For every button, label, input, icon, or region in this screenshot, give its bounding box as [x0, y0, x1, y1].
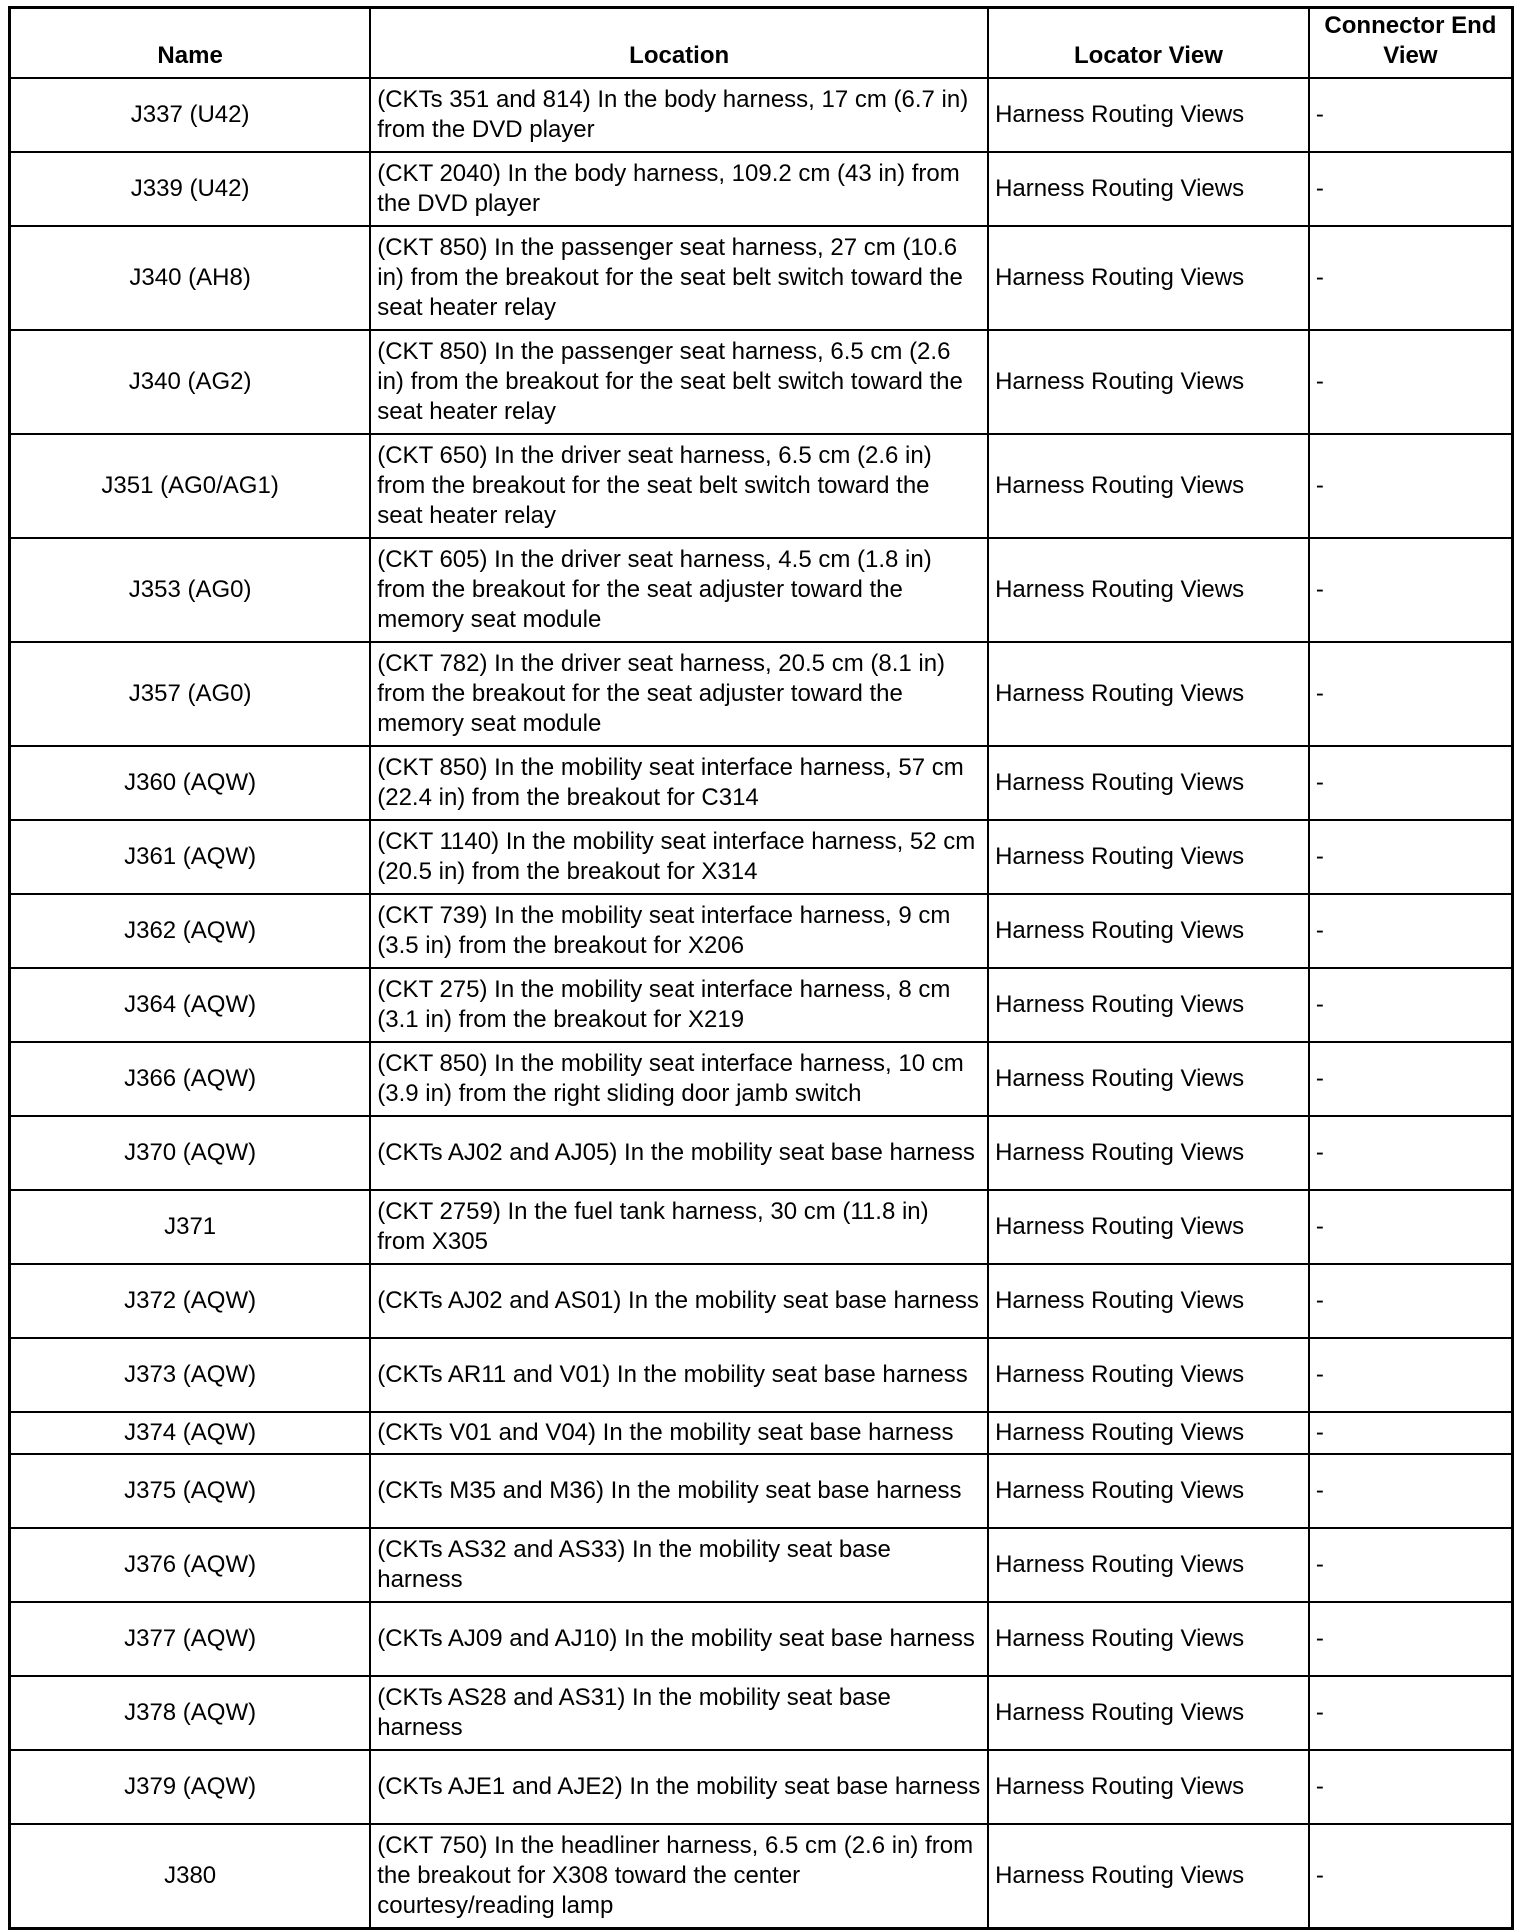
table-row [10, 642, 1513, 746]
connector-location-table [8, 6, 1514, 1930]
cell-locator-view: Harness Routing Views [988, 1528, 1309, 1602]
cell-name: J379 (AQW) [10, 1750, 371, 1824]
table-row [10, 1676, 1513, 1750]
cell-location: (CKT 2040) In the body harness, 109.2 cm (43 in) from the DVD player [370, 152, 988, 226]
cell-name: J376 (AQW) [10, 1528, 371, 1602]
cell-name: J360 (AQW) [10, 746, 371, 820]
cell-connector-end-view: - [1309, 642, 1513, 746]
cell-name: J357 (AG0) [10, 642, 371, 746]
cell-connector-end-view: - [1309, 968, 1513, 1042]
table-row [10, 226, 1513, 330]
cell-connector-end-view: - [1309, 330, 1513, 434]
table-row [10, 1190, 1513, 1264]
cell-name: J380 [10, 1824, 371, 1929]
cell-locator-view: Harness Routing Views [988, 1264, 1309, 1338]
cell-locator-view: Harness Routing Views [988, 820, 1309, 894]
cell-name: J374 (AQW) [10, 1412, 371, 1454]
table-row [10, 1750, 1513, 1824]
cell-locator-view: Harness Routing Views [988, 968, 1309, 1042]
cell-location: (CKT 275) In the mobility seat interface harness, 8 cm (3.1 in) from the breakout for X219 [370, 968, 988, 1042]
cell-locator-view: Harness Routing Views [988, 1750, 1309, 1824]
table-row [10, 1454, 1513, 1528]
table-row [10, 1412, 1513, 1454]
cell-locator-view: Harness Routing Views [988, 226, 1309, 330]
cell-name: J339 (U42) [10, 152, 371, 226]
cell-locator-view: Harness Routing Views [988, 152, 1309, 226]
cell-locator-view: Harness Routing Views [988, 538, 1309, 642]
cell-connector-end-view: - [1309, 434, 1513, 538]
cell-location: (CKT 850) In the mobility seat interface harness, 10 cm (3.9 in) from the right sliding door jamb switch [370, 1042, 988, 1116]
cell-connector-end-view: - [1309, 538, 1513, 642]
header-connector-end-view: Connector End View [1309, 8, 1513, 78]
cell-locator-view: Harness Routing Views [988, 1824, 1309, 1929]
cell-location: (CKTs AR11 and V01) In the mobility seat base harness [370, 1338, 988, 1412]
cell-name: J340 (AG2) [10, 330, 371, 434]
cell-location: (CKT 782) In the driver seat harness, 20.5 cm (8.1 in) from the breakout for the seat adjuster toward the memory seat module [370, 642, 988, 746]
cell-connector-end-view: - [1309, 226, 1513, 330]
cell-location: (CKTs M35 and M36) In the mobility seat base harness [370, 1454, 988, 1528]
table-row [10, 746, 1513, 820]
cell-locator-view: Harness Routing Views [988, 1338, 1309, 1412]
cell-name: J372 (AQW) [10, 1264, 371, 1338]
cell-locator-view: Harness Routing Views [988, 1602, 1309, 1676]
cell-connector-end-view: - [1309, 746, 1513, 820]
cell-connector-end-view: - [1309, 152, 1513, 226]
cell-locator-view: Harness Routing Views [988, 330, 1309, 434]
table-row [10, 1602, 1513, 1676]
cell-location: (CKTs V01 and V04) In the mobility seat base harness [370, 1412, 988, 1454]
cell-connector-end-view: - [1309, 1190, 1513, 1264]
table-row [10, 330, 1513, 434]
table-header-row [10, 8, 1513, 78]
cell-location: (CKT 2759) In the fuel tank harness, 30 cm (11.8 in) from X305 [370, 1190, 988, 1264]
cell-location: (CKTs AJ02 and AS01) In the mobility seat base harness [370, 1264, 988, 1338]
cell-connector-end-view: - [1309, 1338, 1513, 1412]
cell-name: J378 (AQW) [10, 1676, 371, 1750]
cell-name: J337 (U42) [10, 78, 371, 152]
cell-connector-end-view: - [1309, 820, 1513, 894]
cell-connector-end-view: - [1309, 1116, 1513, 1190]
cell-locator-view: Harness Routing Views [988, 746, 1309, 820]
cell-connector-end-view: - [1309, 1412, 1513, 1454]
cell-location: (CKTs AJE1 and AJE2) In the mobility seat base harness [370, 1750, 988, 1824]
table-row [10, 1042, 1513, 1116]
cell-location: (CKT 1140) In the mobility seat interface harness, 52 cm (20.5 in) from the breakout for X314 [370, 820, 988, 894]
cell-locator-view: Harness Routing Views [988, 1412, 1309, 1454]
cell-name: J351 (AG0/AG1) [10, 434, 371, 538]
cell-connector-end-view: - [1309, 1528, 1513, 1602]
cell-connector-end-view: - [1309, 1824, 1513, 1929]
cell-name: J370 (AQW) [10, 1116, 371, 1190]
cell-connector-end-view: - [1309, 1454, 1513, 1528]
cell-location: (CKT 750) In the headliner harness, 6.5 cm (2.6 in) from the breakout for X308 toward the center courtesy/reading lamp [370, 1824, 988, 1929]
table-row [10, 1264, 1513, 1338]
cell-locator-view: Harness Routing Views [988, 1676, 1309, 1750]
cell-connector-end-view: - [1309, 1750, 1513, 1824]
cell-location: (CKT 850) In the passenger seat harness, 6.5 cm (2.6 in) from the breakout for the seat belt switch toward the seat heater relay [370, 330, 988, 434]
cell-location: (CKT 850) In the passenger seat harness, 27 cm (10.6 in) from the breakout for the seat belt switch toward the seat heater relay [370, 226, 988, 330]
cell-location: (CKTs AS28 and AS31) In the mobility seat base harness [370, 1676, 988, 1750]
cell-connector-end-view: - [1309, 894, 1513, 968]
cell-locator-view: Harness Routing Views [988, 1116, 1309, 1190]
cell-location: (CKTs AJ09 and AJ10) In the mobility seat base harness [370, 1602, 988, 1676]
cell-name: J364 (AQW) [10, 968, 371, 1042]
cell-name: J361 (AQW) [10, 820, 371, 894]
table-row [10, 1338, 1513, 1412]
cell-name: J362 (AQW) [10, 894, 371, 968]
table-row [10, 968, 1513, 1042]
cell-name: J373 (AQW) [10, 1338, 371, 1412]
cell-name: J371 [10, 1190, 371, 1264]
cell-name: J366 (AQW) [10, 1042, 371, 1116]
cell-locator-view: Harness Routing Views [988, 434, 1309, 538]
cell-name: J340 (AH8) [10, 226, 371, 330]
cell-location: (CKT 850) In the mobility seat interface harness, 57 cm (22.4 in) from the breakout for C314 [370, 746, 988, 820]
table-row [10, 894, 1513, 968]
cell-locator-view: Harness Routing Views [988, 1190, 1309, 1264]
table-row [10, 152, 1513, 226]
cell-location: (CKTs AS32 and AS33) In the mobility seat base harness [370, 1528, 988, 1602]
cell-locator-view: Harness Routing Views [988, 78, 1309, 152]
cell-connector-end-view: - [1309, 1042, 1513, 1116]
cell-connector-end-view: - [1309, 1676, 1513, 1750]
table-row [10, 1116, 1513, 1190]
table-row [10, 1528, 1513, 1602]
cell-location: (CKT 650) In the driver seat harness, 6.5 cm (2.6 in) from the breakout for the seat belt switch toward the seat heater relay [370, 434, 988, 538]
header-locator-view: Locator View [988, 8, 1309, 78]
cell-location: (CKTs 351 and 814) In the body harness, 17 cm (6.7 in) from the DVD player [370, 78, 988, 152]
cell-connector-end-view: - [1309, 1264, 1513, 1338]
table-row [10, 820, 1513, 894]
table-row [10, 538, 1513, 642]
table-row [10, 1824, 1513, 1929]
cell-name: J375 (AQW) [10, 1454, 371, 1528]
cell-location: (CKTs AJ02 and AJ05) In the mobility seat base harness [370, 1116, 988, 1190]
cell-location: (CKT 739) In the mobility seat interface harness, 9 cm (3.5 in) from the breakout for X206 [370, 894, 988, 968]
cell-locator-view: Harness Routing Views [988, 642, 1309, 746]
cell-location: (CKT 605) In the driver seat harness, 4.5 cm (1.8 in) from the breakout for the seat adjuster toward the memory seat module [370, 538, 988, 642]
cell-locator-view: Harness Routing Views [988, 894, 1309, 968]
table-row [10, 434, 1513, 538]
header-location: Location [370, 8, 988, 78]
cell-name: J353 (AG0) [10, 538, 371, 642]
cell-connector-end-view: - [1309, 1602, 1513, 1676]
cell-locator-view: Harness Routing Views [988, 1454, 1309, 1528]
header-name: Name [10, 8, 371, 78]
table-row [10, 78, 1513, 152]
cell-connector-end-view: - [1309, 78, 1513, 152]
cell-name: J377 (AQW) [10, 1602, 371, 1676]
cell-locator-view: Harness Routing Views [988, 1042, 1309, 1116]
